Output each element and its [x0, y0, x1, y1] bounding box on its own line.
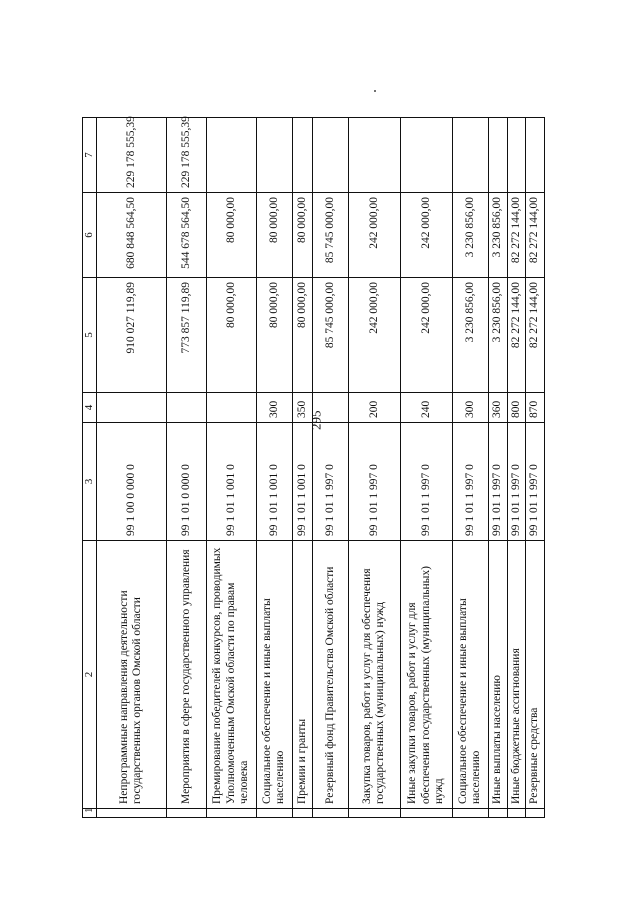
row-number-cell: [312, 809, 348, 818]
row-number-cell: [400, 809, 452, 818]
row-code: 99 1 01 1 997 0: [452, 423, 488, 541]
row-value-5: 85 745 000,00: [312, 278, 348, 393]
table-row: [292, 118, 312, 818]
row-value-5: 773 857 119,89: [166, 278, 206, 393]
col-header-6: 6: [83, 193, 97, 278]
row-value-6: 242 000,00: [348, 193, 400, 278]
row-number-cell: [348, 809, 400, 818]
row-value-5: 242 000,00: [348, 278, 400, 393]
row-value-6: 85 745 000,00: [312, 193, 348, 278]
row-value-6: 82 272 144,00: [507, 193, 526, 278]
row-type: [312, 393, 348, 423]
row-number-cell: [96, 809, 166, 818]
row-code: 99 1 01 1 997 0: [526, 423, 545, 541]
row-code: 99 1 01 1 997 0: [312, 423, 348, 541]
row-value-6: 3 230 856,00: [452, 193, 488, 278]
row-value-6: 80 000,00: [206, 193, 256, 278]
row-type: 300: [452, 393, 488, 423]
rotated-table-container: [82, 118, 542, 818]
row-value-6: 544 678 564,50: [166, 193, 206, 278]
row-value-5: 82 272 144,00: [507, 278, 526, 393]
row-type: 870: [526, 393, 545, 423]
row-code: 99 1 01 1 997 0: [507, 423, 526, 541]
col-header-4: 4: [83, 393, 97, 423]
scan-dot: [374, 90, 376, 92]
row-type: 360: [488, 393, 507, 423]
row-name: Резервные средства: [526, 541, 545, 809]
row-name: Социальное обеспечение и иные выплаты населению: [256, 541, 292, 809]
row-value-7: [292, 118, 312, 193]
row-value-7: 229 178 555,39: [166, 118, 206, 193]
row-code: 99 1 01 1 997 0: [348, 423, 400, 541]
row-value-6: 242 000,00: [400, 193, 452, 278]
row-value-7: [206, 118, 256, 193]
row-value-7: [488, 118, 507, 193]
row-number-cell: [452, 809, 488, 818]
row-name: Иные выплаты населению: [488, 541, 507, 809]
row-value-6: 80 000,00: [292, 193, 312, 278]
row-value-7: 229 178 555,39: [96, 118, 166, 193]
table-row: [452, 118, 488, 818]
row-type: 240: [400, 393, 452, 423]
row-type: 800: [507, 393, 526, 423]
row-value-7: [452, 118, 488, 193]
row-value-5: 80 000,00: [206, 278, 256, 393]
row-number-cell: [488, 809, 507, 818]
row-value-7: [526, 118, 545, 193]
row-name: Резервный фонд Правительства Омской области: [312, 541, 348, 809]
row-value-7: [400, 118, 452, 193]
row-type: 350: [292, 393, 312, 423]
row-name: Мероприятия в сфере государственного управления: [166, 541, 206, 809]
row-value-5: 82 272 144,00: [526, 278, 545, 393]
table-row: [400, 118, 452, 818]
row-value-5: 80 000,00: [292, 278, 312, 393]
row-name: Закупка товаров, работ и услуг для обеспечения государственных (муниципальных) нужд: [348, 541, 400, 809]
row-name: Премии и гранты: [292, 541, 312, 809]
row-value-5: 910 027 119,89: [96, 278, 166, 393]
row-type: [206, 393, 256, 423]
row-value-6: 82 272 144,00: [526, 193, 545, 278]
row-name: Иные бюджетные ассигнования: [507, 541, 526, 809]
row-value-7: [312, 118, 348, 193]
table-row: [166, 118, 206, 818]
row-code: 99 1 01 1 001 0: [292, 423, 312, 541]
row-type: [166, 393, 206, 423]
row-value-7: [256, 118, 292, 193]
row-code: 99 1 01 1 001 0: [206, 423, 256, 541]
table-row: [312, 118, 348, 818]
table-row: [256, 118, 292, 818]
row-value-7: [507, 118, 526, 193]
row-code: 99 1 01 1 001 0: [256, 423, 292, 541]
row-number-cell: [206, 809, 256, 818]
row-value-5: 80 000,00: [256, 278, 292, 393]
row-name: Иные закупки товаров, работ и услуг для обеспечения государственных (муниципальных) нужд: [400, 541, 452, 809]
row-number-cell: [292, 809, 312, 818]
row-value-5: 3 230 856,00: [452, 278, 488, 393]
col-header-5: 5: [83, 278, 97, 393]
page-number-text: 295: [308, 410, 324, 430]
row-value-6: 680 848 564,50: [96, 193, 166, 278]
col-header-7: 7: [83, 118, 97, 193]
table-row: [526, 118, 545, 818]
table-row: [206, 118, 256, 818]
header-row: [83, 118, 97, 818]
row-value-6: 80 000,00: [256, 193, 292, 278]
col-header-1: 1: [83, 809, 97, 818]
row-name: Непрограммные направления деятельности государственных органов Омской области: [96, 541, 166, 809]
col-header-2: 2: [83, 541, 97, 809]
col-header-3: 3: [83, 423, 97, 541]
table-row: [488, 118, 507, 818]
row-type: 300: [256, 393, 292, 423]
row-type: [96, 393, 166, 423]
row-code: 99 1 01 1 997 0: [488, 423, 507, 541]
row-name: Премирование победителей конкурсов, проводимых Уполномоченным Омской области по правам человека: [206, 541, 256, 809]
table-row: [96, 118, 166, 818]
row-code: 99 1 01 1 997 0: [400, 423, 452, 541]
row-number-cell: [256, 809, 292, 818]
row-value-5: 242 000,00: [400, 278, 452, 393]
table-row: [507, 118, 526, 818]
budget-table: [82, 117, 545, 818]
table-row: [348, 118, 400, 818]
row-value-6: 3 230 856,00: [488, 193, 507, 278]
row-number-cell: [166, 809, 206, 818]
row-name: Социальное обеспечение и иные выплаты населению: [452, 541, 488, 809]
row-code: 99 1 01 0 000 0: [166, 423, 206, 541]
row-value-5: 3 230 856,00: [488, 278, 507, 393]
row-code: 99 1 00 0 000 0: [96, 423, 166, 541]
row-number-cell: [526, 809, 545, 818]
row-type: 200: [348, 393, 400, 423]
row-number-cell: [507, 809, 526, 818]
row-value-7: [348, 118, 400, 193]
